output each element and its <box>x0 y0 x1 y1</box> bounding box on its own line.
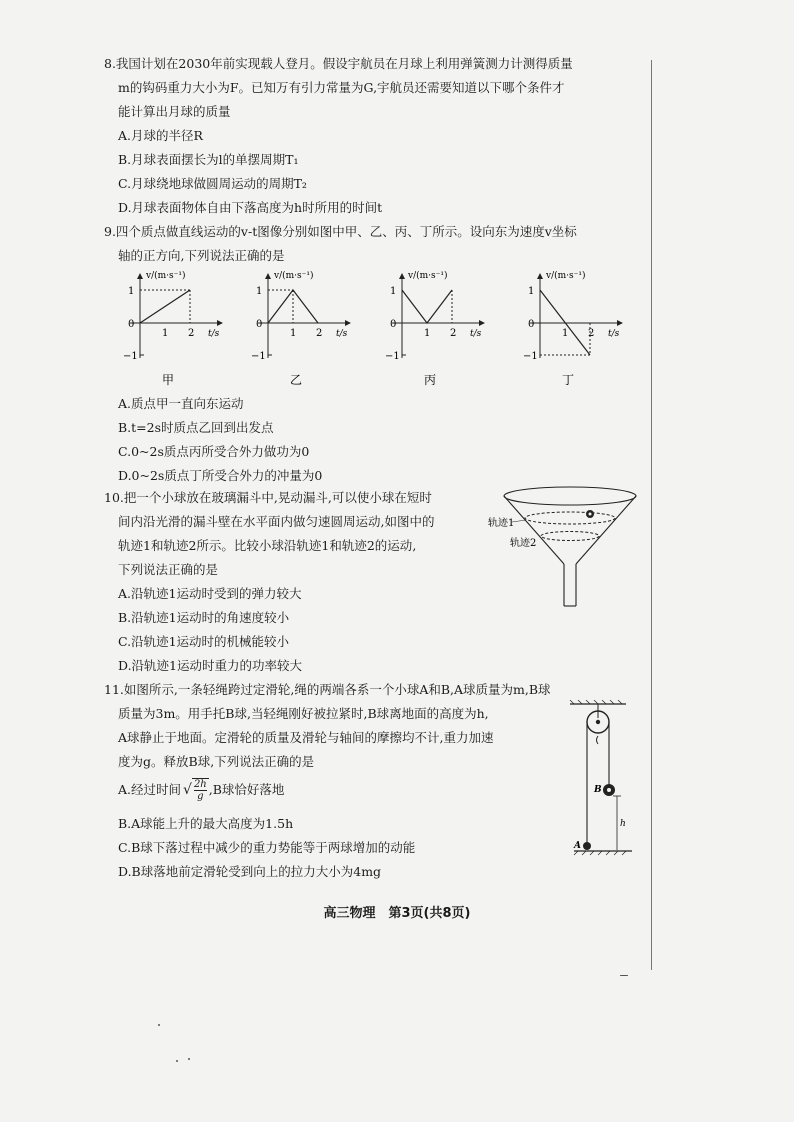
q8-option-b: B.月球表面摆长为l的单摆周期T₁ <box>118 152 299 167</box>
question-9-options <box>104 392 644 488</box>
question-9 <box>104 220 644 268</box>
graph-jia-tick-t2: 2 <box>188 328 195 339</box>
q8-stem-3: 能计算出月球的质量 <box>118 104 231 119</box>
graph-jia-tick-0: 0 <box>128 319 135 330</box>
graph-yi <box>251 270 350 387</box>
label-ball-a: A <box>574 841 581 851</box>
label-height-h: h <box>620 819 626 829</box>
graph-bing-tick-0: 0 <box>390 319 397 330</box>
graph-yi-tick-t2: 2 <box>316 328 323 339</box>
q10-option-c: C.沿轨迹1运动时的机械能较小 <box>118 634 290 649</box>
graph-ding-tick-1: 1 <box>528 286 535 297</box>
graph-jia-tick-1: 1 <box>128 286 135 297</box>
q10-stem-3: 轨迹1和轨迹2所示。比较小球沿轨迹1和轨迹2的运动, <box>118 538 417 553</box>
graph-yi-tick-t1: 1 <box>290 328 297 339</box>
q8-option-c: C.月球绕地球做圆周运动的周期T₂ <box>118 176 307 191</box>
page-footer: 高三物理 第3页(共8页) <box>323 906 471 921</box>
q8-option-d: D.月球表面物体自由下落高度为h时所用的时间t <box>118 200 383 215</box>
q11-option-d: D.B球落地前定滑轮受到向上的拉力大小为4mg <box>118 864 382 879</box>
graph-yi-tick-1: 1 <box>256 286 263 297</box>
q11-fraction-den: g <box>197 791 204 802</box>
question-10 <box>104 486 504 678</box>
graph-jia <box>123 270 222 387</box>
graph-bing-tick-t2: 2 <box>450 328 457 339</box>
question-8 <box>104 52 644 220</box>
graph-yi-tick-n1: −1 <box>251 351 266 362</box>
label-track-1: 轨迹1 <box>488 518 515 529</box>
question-11-options <box>104 812 544 884</box>
q9-stem-1: 9.四个质点做直线运动的v-t图像分别如图中甲、乙、丙、丁所示。设向东为速度v坐标 <box>104 224 577 239</box>
q9-stem-2: 轴的正方向,下列说法正确的是 <box>118 248 285 263</box>
q9-option-c: C.0~2s质点丙所受合外力做功为0 <box>118 444 310 459</box>
q10-option-b: B.沿轨迹1运动时的角速度较小 <box>118 610 290 625</box>
margin-line <box>651 60 652 970</box>
q11-stem-1: 11.如图所示,一条轻绳跨过定滑轮,绳的两端各系一个小球A和B,A球质量为m,B球 <box>104 682 551 697</box>
scan-speck <box>620 975 628 976</box>
q11-stem-3: A球静止于地面。定滑轮的质量及滑轮与轴间的摩擦均不计,重力加速 <box>118 730 494 745</box>
graph-jia-xaxis-label: t/s <box>208 329 220 339</box>
vt-graphs <box>110 266 640 392</box>
q11-option-a <box>104 778 544 802</box>
graph-jia-name: 甲 <box>162 373 175 387</box>
q10-option-a: A.沿轨迹1运动时受到的弹力较大 <box>118 586 302 601</box>
graph-bing-xaxis-label: t/s <box>470 329 482 339</box>
funnel-figure <box>488 484 648 612</box>
q11-fraction <box>192 778 209 802</box>
q9-option-d: D.0~2s质点丁所受合外力的冲量为0 <box>118 468 323 483</box>
scan-speck <box>188 1058 190 1060</box>
graph-ding-xaxis-label: t/s <box>608 329 620 339</box>
graph-bing-yaxis-label: v/(m·s⁻¹) <box>408 271 448 281</box>
q11-stem-2: 质量为3m。用手托B球,当轻绳刚好被拉紧时,B球离地面的高度为h, <box>118 706 489 721</box>
graph-yi-yaxis-label: v/(m·s⁻¹) <box>274 271 314 281</box>
graph-ding <box>523 270 622 387</box>
graph-yi-xaxis-label: t/s <box>336 329 348 339</box>
q11-option-a-prefix: A.经过时间 <box>118 782 182 797</box>
graph-jia-tick-n1: −1 <box>123 351 138 362</box>
graph-jia-tick-t1: 1 <box>162 328 169 339</box>
q9-option-a: A.质点甲一直向东运动 <box>118 396 244 411</box>
label-ball-b: B <box>594 785 602 795</box>
label-track-2: 轨迹2 <box>510 538 537 549</box>
sqrt-icon: √ <box>183 782 192 798</box>
graph-ding-tick-0: 0 <box>528 319 535 330</box>
scan-speck <box>176 1060 178 1062</box>
graph-yi-tick-0: 0 <box>256 319 263 330</box>
q10-stem-2: 间内沿光滑的漏斗壁在水平面内做匀速圆周运动,如图中的 <box>118 514 435 529</box>
q10-stem-4: 下列说法正确的是 <box>118 562 219 577</box>
q11-option-c: C.B球下落过程中减少的重力势能等于两球增加的动能 <box>118 840 416 855</box>
graph-bing <box>385 270 484 387</box>
graph-bing-tick-1: 1 <box>390 286 397 297</box>
graph-ding-tick-t1: 1 <box>562 328 569 339</box>
q10-stem-1: 10.把一个小球放在玻璃漏斗中,晃动漏斗,可以使小球在短时 <box>104 490 432 505</box>
q11-stem-4: 度为g。释放B球,下列说法正确的是 <box>118 754 315 769</box>
graph-yi-name: 乙 <box>290 373 303 387</box>
graph-ding-name: 丁 <box>562 373 575 387</box>
graph-ding-tick-n1: −1 <box>523 351 538 362</box>
q9-option-b: B.t=2s时质点乙回到出发点 <box>118 420 274 435</box>
graph-ding-yaxis-label: v/(m·s⁻¹) <box>546 271 586 281</box>
q11-option-b: B.A球能上升的最大高度为1.5h <box>118 816 294 831</box>
pulley-figure <box>560 700 640 860</box>
q8-stem-2: m的钩码重力大小为F。已知万有引力常量为G,宇航员还需要知道以下哪个条件才 <box>118 80 565 95</box>
q11-fraction-num: 2h <box>193 779 207 790</box>
scan-speck <box>158 1024 160 1026</box>
q10-option-d: D.沿轨迹1运动时重力的功率较大 <box>118 658 303 673</box>
q11-option-a-suffix: ,B球恰好落地 <box>208 782 285 797</box>
q8-option-a: A.月球的半径R <box>118 128 203 143</box>
graph-ding-tick-t2: 2 <box>588 328 595 339</box>
graph-bing-tick-t1: 1 <box>424 328 431 339</box>
graph-jia-yaxis-label: v/(m·s⁻¹) <box>146 271 186 281</box>
graph-bing-tick-n1: −1 <box>385 351 400 362</box>
graph-bing-name: 丙 <box>424 373 437 387</box>
q8-stem-1: 8.我国计划在2030年前实现载人登月。假设宇航员在月球上利用弹簧测力计测得质量 <box>104 56 573 71</box>
